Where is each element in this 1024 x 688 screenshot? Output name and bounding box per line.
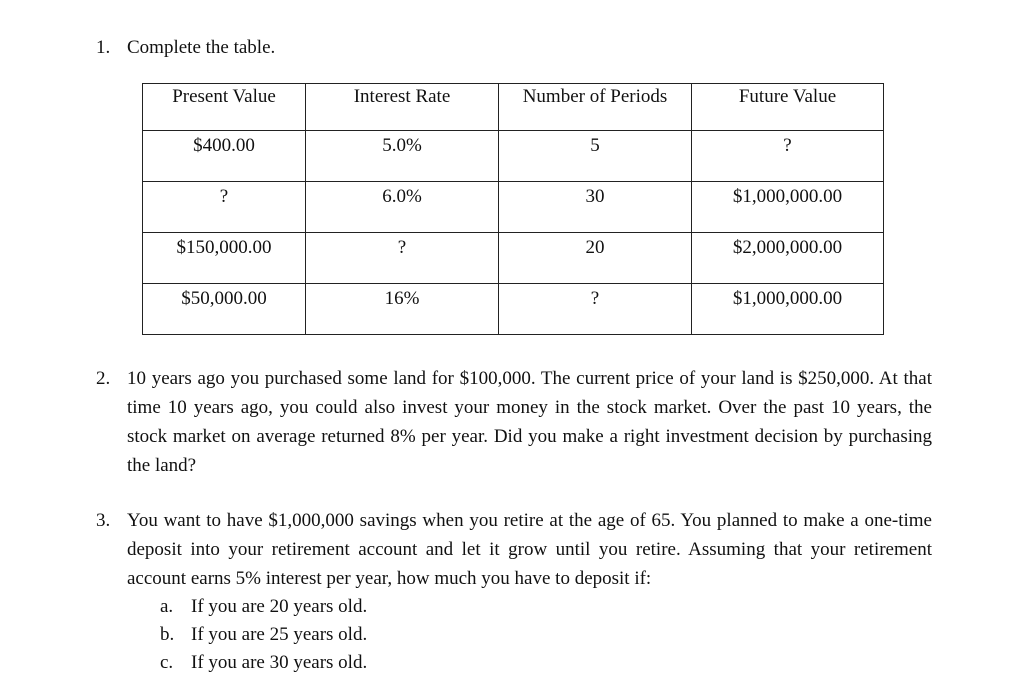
table-cell: ? (143, 182, 306, 233)
table-header-row (143, 84, 884, 131)
question-number: 3. (96, 510, 111, 531)
table-cell: 5.0% (306, 131, 499, 182)
table-cell: $50,000.00 (143, 284, 306, 335)
question-text: Complete the table. (127, 37, 276, 58)
table-cell: 5 (499, 131, 692, 182)
question-text: You want to have $1,000,000 savings when you retire at the age of 65. You planned to make a one-time deposit into your retirement account and let it grow until you retire. Assuming that your retirement account earns 5% interest per year, how much you have to deposit if: (127, 510, 932, 589)
table-cell: 20 (499, 233, 692, 284)
tvm-table (142, 83, 884, 335)
table-cell: $150,000.00 (143, 233, 306, 284)
table-cell: ? (499, 284, 692, 335)
table-cell: $1,000,000.00 (692, 284, 884, 335)
list-item-letter: a. (160, 596, 174, 617)
table-cell: 6.0% (306, 182, 499, 233)
table-cell: ? (692, 131, 884, 182)
list-item-letter: b. (160, 624, 175, 645)
table-row (143, 131, 884, 182)
header-future-value: Future Value (692, 84, 884, 131)
table-row (143, 182, 884, 233)
table-cell: ? (306, 233, 499, 284)
question-number: 1. (96, 37, 111, 58)
header-interest-rate: Interest Rate (306, 84, 499, 131)
table-cell: $2,000,000.00 (692, 233, 884, 284)
list-item-text: If you are 30 years old. (191, 652, 368, 673)
table-row (143, 284, 884, 335)
header-number-of-periods: Number of Periods (499, 84, 692, 131)
table-row (143, 233, 884, 284)
table-cell: 30 (499, 182, 692, 233)
question-text: 10 years ago you purchased some land for $100,000. The current price of your land is $250,000. At that time 10 years ago, you could also invest your money in the stock market. Over the past 10 years, the stock market on average returned 8% per year. Did you make a right investment decision by purchasing the land? (127, 368, 932, 476)
question-number: 2. (96, 368, 111, 389)
table-cell: $1,000,000.00 (692, 182, 884, 233)
list-item-text: If you are 25 years old. (191, 624, 368, 645)
table-cell: 16% (306, 284, 499, 335)
header-present-value: Present Value (143, 84, 306, 131)
list-item-letter: c. (160, 652, 174, 673)
list-item-text: If you are 20 years old. (191, 596, 368, 617)
table-cell: $400.00 (143, 131, 306, 182)
